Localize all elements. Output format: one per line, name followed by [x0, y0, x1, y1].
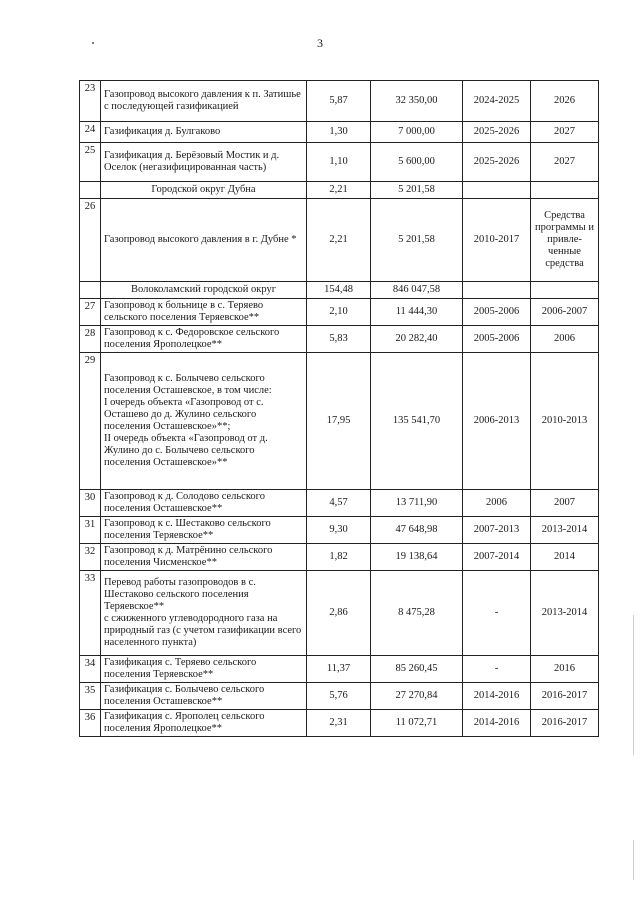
gasification-table [79, 80, 599, 737]
scan-edge-mark [633, 840, 634, 880]
construction-period: 2027 [531, 143, 599, 182]
object-name: Газопровод к д. Матрёнино сельского поселения Чисменское** [101, 544, 307, 571]
design-period [463, 182, 531, 199]
length-km: 17,95 [307, 353, 371, 490]
cost: 47 648,98 [371, 517, 463, 544]
cost: 27 270,84 [371, 683, 463, 710]
table-row [80, 81, 599, 122]
design-period: 2005-2006 [463, 326, 531, 353]
object-name: Газопровод к с. Болычево сельского поселения Осташевское, в том числе: I очередь объекта «Газопровод от с. Осташево до д. Жулино сельского поселения Осташевское»**; II очередь объекта «Газопровод от д. Жулино до с. Болычево сельского поселения Осташевское»** [101, 353, 307, 490]
cost: 7 000,00 [371, 122, 463, 143]
table-row [80, 517, 599, 544]
length-km: 154,48 [307, 282, 371, 299]
cost: 135 541,70 [371, 353, 463, 490]
table-row [80, 571, 599, 656]
page-number: 3 [317, 36, 323, 50]
row-number [80, 282, 101, 299]
table-row [80, 710, 599, 737]
table-row [80, 544, 599, 571]
row-number: 23 [80, 81, 101, 122]
length-km: 5,83 [307, 326, 371, 353]
table-row [80, 353, 599, 490]
design-period: 2014-2016 [463, 710, 531, 737]
table-row [80, 490, 599, 517]
cost: 5 600,00 [371, 143, 463, 182]
table-row [80, 143, 599, 182]
object-name: Газификация д. Берёзовый Мостик и д. Оселок (негазифицированная часть) [101, 143, 307, 182]
length-km: 1,82 [307, 544, 371, 571]
design-period: 2010-2017 [463, 199, 531, 282]
cost: 32 350,00 [371, 81, 463, 122]
object-name: Газопровод высокого давления к п. Затишье с последующей газификацией [101, 81, 307, 122]
row-number: 29 [80, 353, 101, 490]
object-name: Городской округ Дубна [101, 182, 307, 199]
length-km: 2,86 [307, 571, 371, 656]
object-name: Газификация д. Булгаково [101, 122, 307, 143]
length-km: 5,87 [307, 81, 371, 122]
object-name: Газопровод к больнице в с. Теряево сельского поселения Теряевское** [101, 299, 307, 326]
object-name: Газопровод к д. Солодово сельского поселения Осташевское** [101, 490, 307, 517]
construction-period: 2014 [531, 544, 599, 571]
length-km: 2,31 [307, 710, 371, 737]
row-number: 25 [80, 143, 101, 182]
row-number: 32 [80, 544, 101, 571]
object-name: Газификация с. Теряево сельского поселения Теряевское** [101, 656, 307, 683]
length-km: 1,10 [307, 143, 371, 182]
design-period: 2006-2013 [463, 353, 531, 490]
design-period: 2025-2026 [463, 122, 531, 143]
row-number: 33 [80, 571, 101, 656]
construction-period: 2016-2017 [531, 683, 599, 710]
design-period: 2007-2013 [463, 517, 531, 544]
length-km: 9,30 [307, 517, 371, 544]
object-name: Газопровод к с. Федоровское сельского поселения Ярополецкое** [101, 326, 307, 353]
row-number: 36 [80, 710, 101, 737]
table-row [80, 199, 599, 282]
design-period: 2005-2006 [463, 299, 531, 326]
construction-period: 2026 [531, 81, 599, 122]
design-period: - [463, 571, 531, 656]
length-km: 2,21 [307, 182, 371, 199]
row-number [80, 182, 101, 199]
cost: 5 201,58 [371, 182, 463, 199]
cost: 85 260,45 [371, 656, 463, 683]
design-period: 2025-2026 [463, 143, 531, 182]
design-period: - [463, 656, 531, 683]
construction-period: 2016-2017 [531, 710, 599, 737]
cost: 8 475,28 [371, 571, 463, 656]
object-name: Перевод работы газопроводов в с. Шестаково сельского поселения Теряевское** с сжиженного углеводородного газа на природный газ (с учетом газификации всего населенного пункта) [101, 571, 307, 656]
construction-period: Средства программы и привле-ченные средства [531, 199, 599, 282]
cost: 5 201,58 [371, 199, 463, 282]
cost: 11 072,71 [371, 710, 463, 737]
length-km: 5,76 [307, 683, 371, 710]
design-period: 2006 [463, 490, 531, 517]
row-number: 34 [80, 656, 101, 683]
row-number: 24 [80, 122, 101, 143]
design-period [463, 282, 531, 299]
construction-period: 2013-2014 [531, 517, 599, 544]
row-number: 26 [80, 199, 101, 282]
length-km: 2,21 [307, 199, 371, 282]
cost: 20 282,40 [371, 326, 463, 353]
length-km: 1,30 [307, 122, 371, 143]
length-km: 11,37 [307, 656, 371, 683]
cost: 13 711,90 [371, 490, 463, 517]
table-row [80, 326, 599, 353]
construction-period: 2006 [531, 326, 599, 353]
row-number: 27 [80, 299, 101, 326]
object-name: Волоколамский городской округ [101, 282, 307, 299]
table-row [80, 122, 599, 143]
group-row [80, 282, 599, 299]
length-km: 2,10 [307, 299, 371, 326]
construction-period: 2027 [531, 122, 599, 143]
construction-period: 2016 [531, 656, 599, 683]
construction-period: 2007 [531, 490, 599, 517]
cost: 846 047,58 [371, 282, 463, 299]
group-row [80, 182, 599, 199]
construction-period: 2006-2007 [531, 299, 599, 326]
design-period: 2007-2014 [463, 544, 531, 571]
cost: 11 444,30 [371, 299, 463, 326]
construction-period [531, 182, 599, 199]
table-row [80, 299, 599, 326]
row-number: 30 [80, 490, 101, 517]
table-row [80, 656, 599, 683]
row-number: 28 [80, 326, 101, 353]
row-number: 31 [80, 517, 101, 544]
object-name: Газификация с. Ярополец сельского поселения Ярополецкое** [101, 710, 307, 737]
row-number: 35 [80, 683, 101, 710]
construction-period: 2013-2014 [531, 571, 599, 656]
scan-speck [92, 42, 94, 44]
length-km: 4,57 [307, 490, 371, 517]
design-period: 2014-2016 [463, 683, 531, 710]
object-name: Газификация с. Болычево сельского поселения Осташевское** [101, 683, 307, 710]
construction-period: 2010-2013 [531, 353, 599, 490]
design-period: 2024-2025 [463, 81, 531, 122]
table-row [80, 683, 599, 710]
scan-edge-mark [633, 615, 634, 755]
object-name: Газопровод высокого давления в г. Дубне * [101, 199, 307, 282]
cost: 19 138,64 [371, 544, 463, 571]
construction-period [531, 282, 599, 299]
object-name: Газопровод к с. Шестаково сельского поселения Теряевское** [101, 517, 307, 544]
